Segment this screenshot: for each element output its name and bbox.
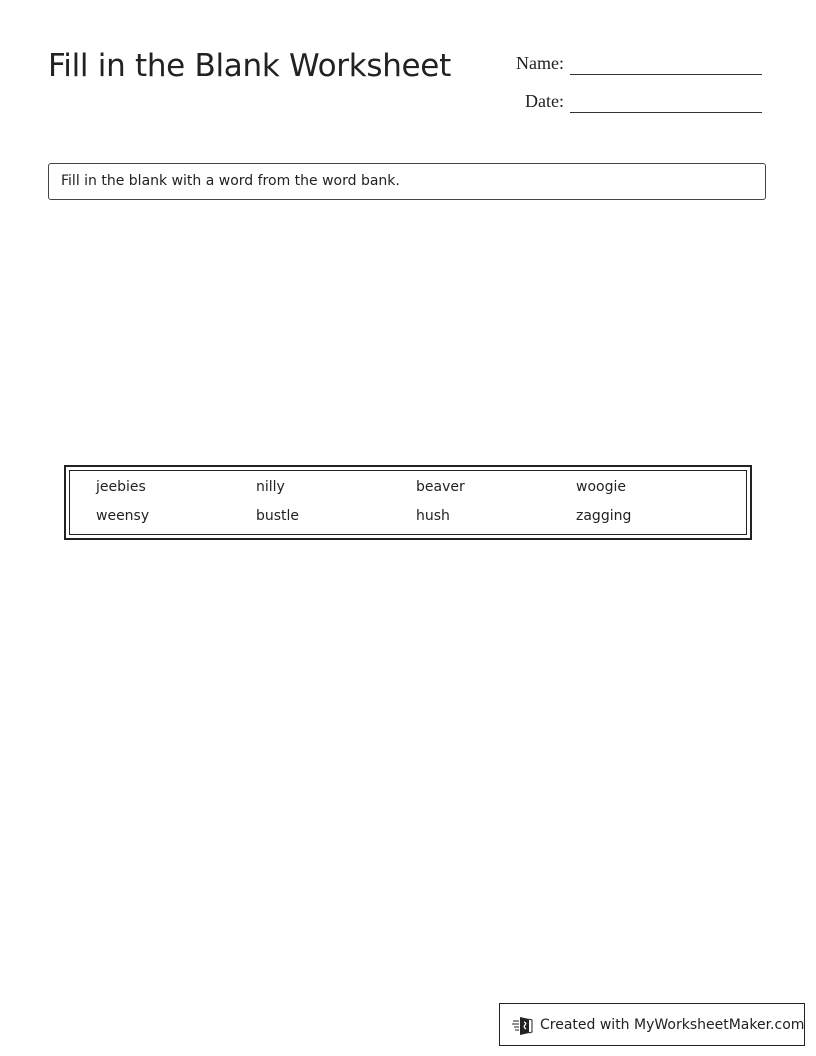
word-bank-word: nilly — [256, 479, 285, 495]
name-label: Name: — [516, 53, 564, 73]
instructions-text: Fill in the blank with a word from the word bank. — [61, 173, 400, 189]
word-bank — [64, 465, 752, 540]
date-field — [510, 92, 762, 110]
footer-credit-badge[interactable] — [499, 1003, 805, 1046]
word-bank-word: bustle — [256, 508, 300, 524]
word-bank-word: woogie — [576, 479, 626, 495]
word-bank-word: weensy — [96, 508, 150, 524]
footer-credit-text: Created with MyWorksheetMaker.com — [540, 1016, 805, 1033]
date-label: Date: — [525, 91, 564, 111]
instructions-box — [48, 163, 766, 200]
word-bank-word: beaver — [416, 479, 465, 495]
name-field — [504, 54, 762, 72]
worksheet-maker-logo-icon — [512, 1014, 534, 1036]
name-blank-line — [570, 74, 762, 75]
word-bank-word: hush — [416, 508, 450, 524]
word-bank-word: jeebies — [96, 479, 146, 495]
worksheet-title: Fill in the Blank Worksheet — [48, 48, 451, 84]
word-bank-word: zagging — [576, 508, 632, 524]
word-bank-grid — [69, 470, 747, 535]
date-blank-line — [570, 112, 762, 113]
